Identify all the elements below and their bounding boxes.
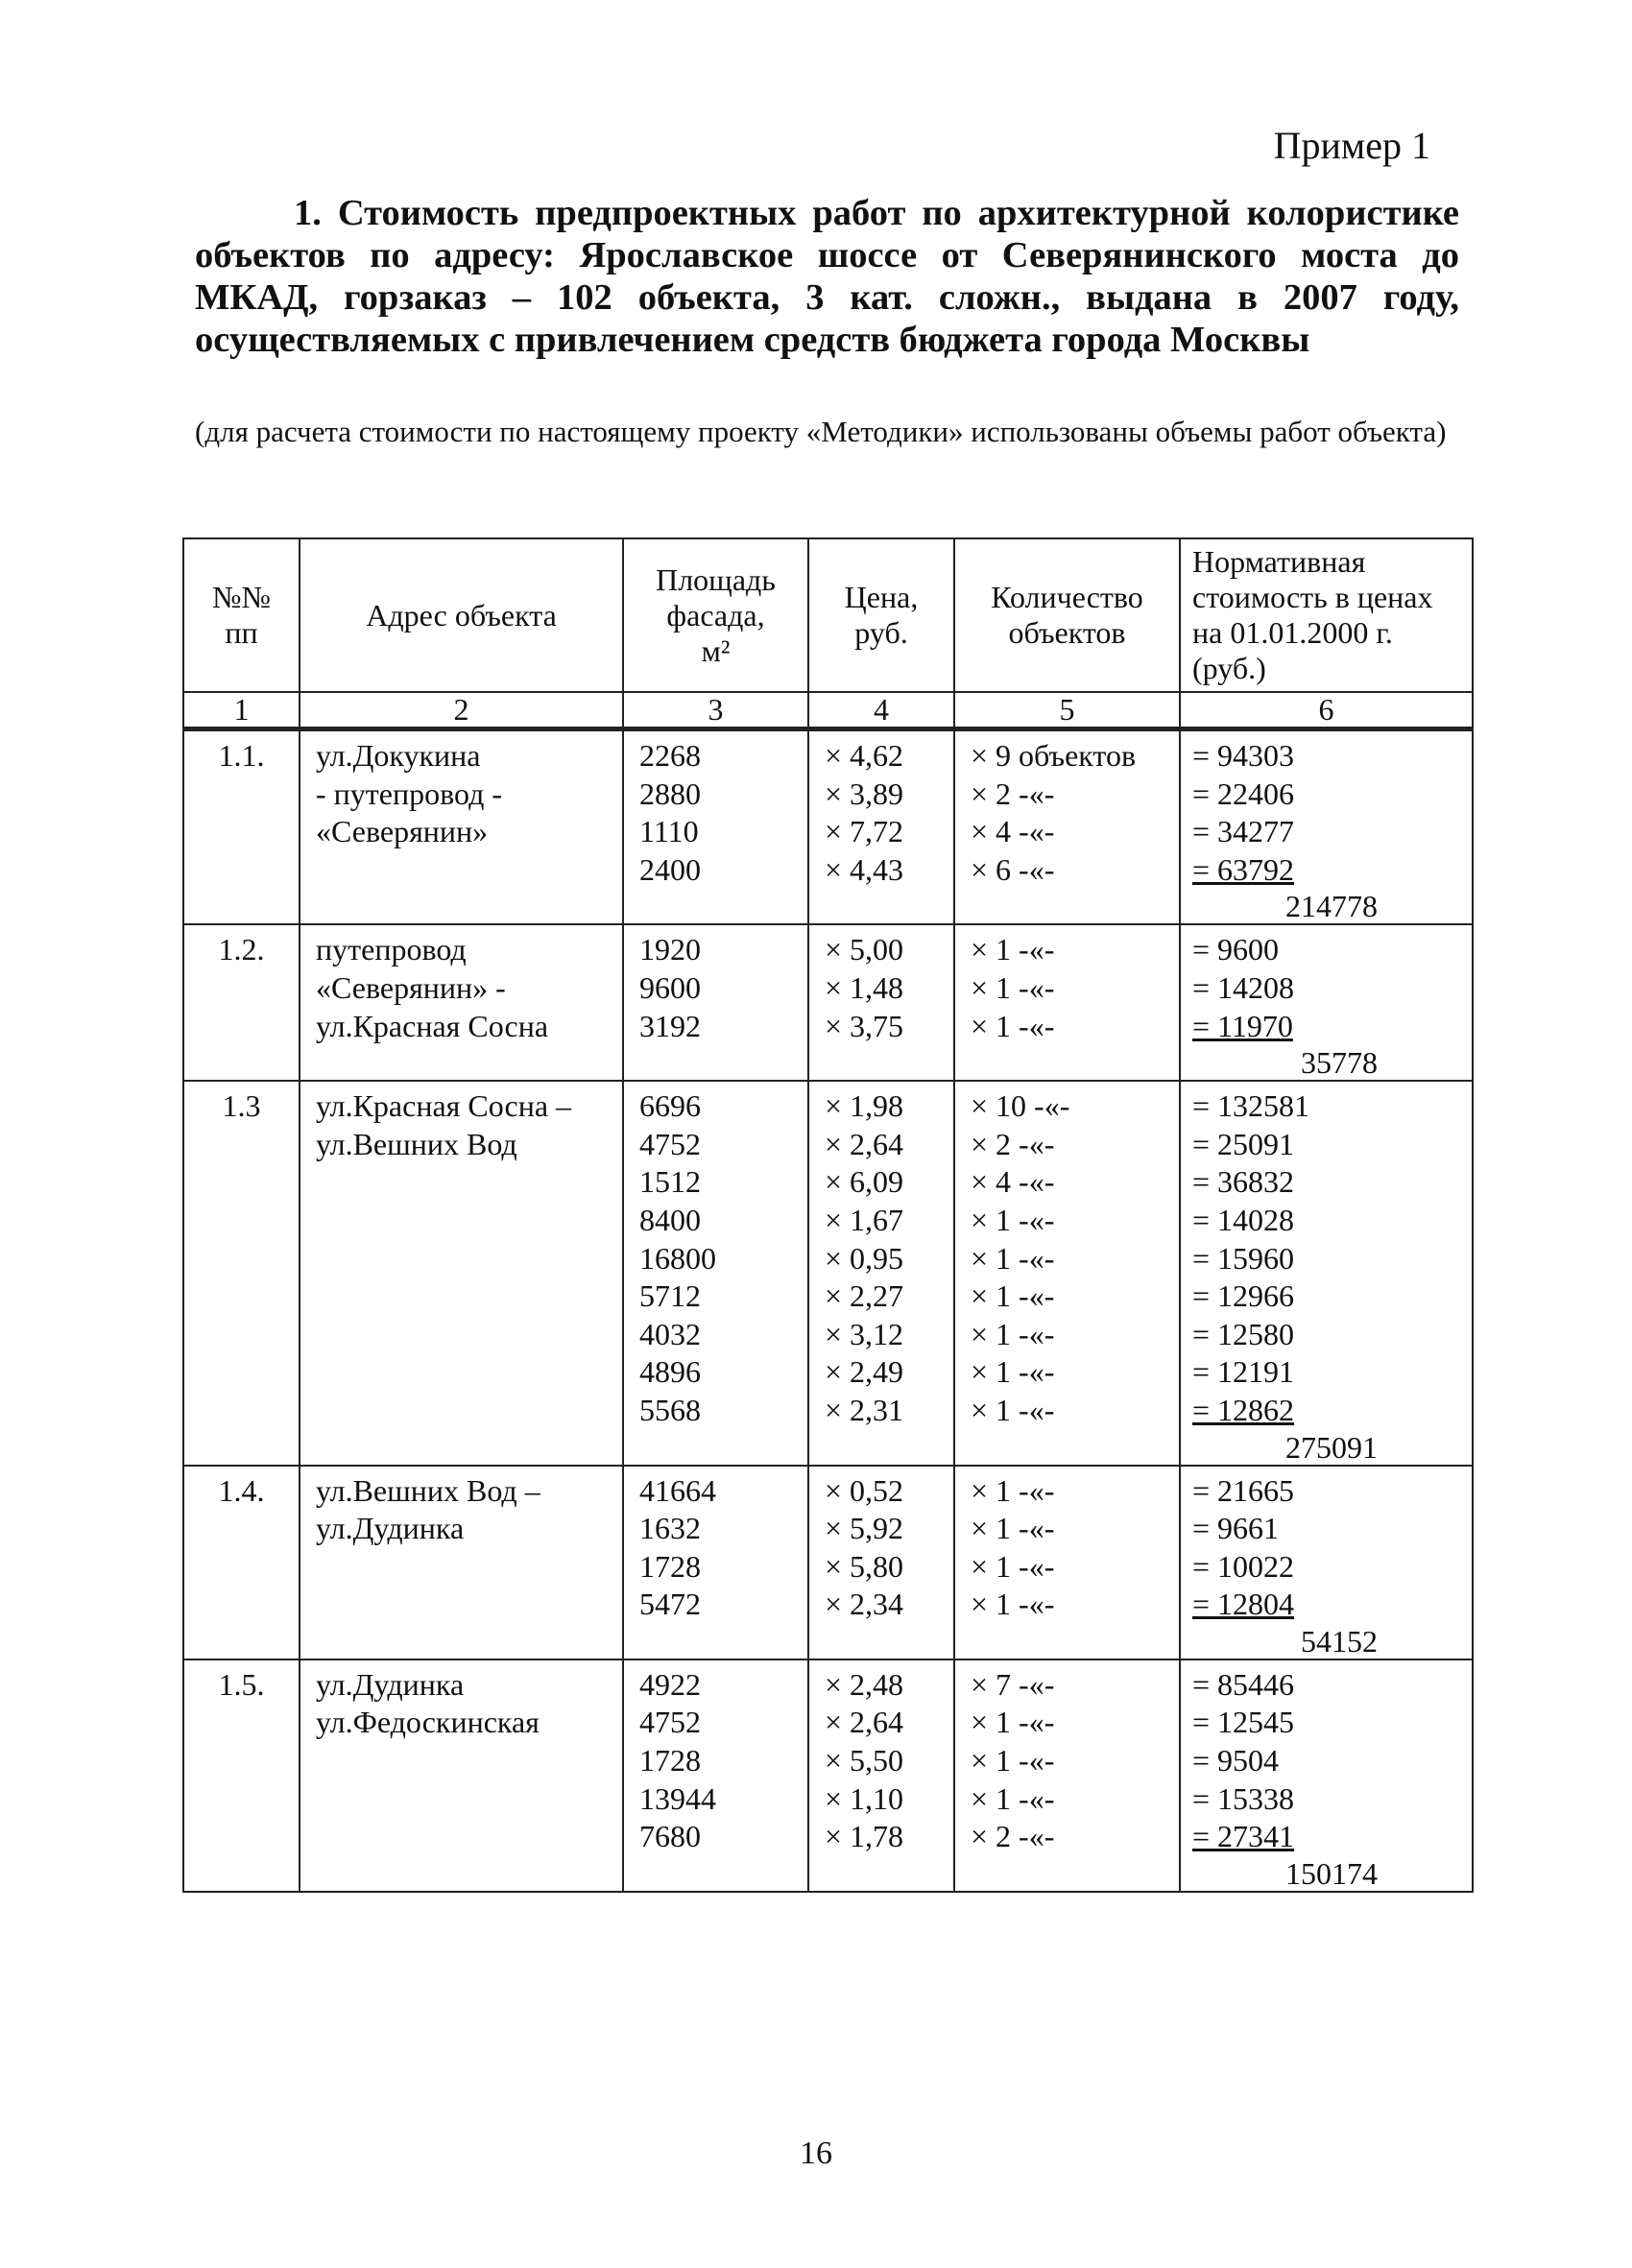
row-number-cell [183,729,300,925]
cost-value: = 12804 [1192,1587,1295,1622]
cost-value: = 94303 [1192,738,1295,773]
row-number-cell [183,1466,300,1659]
price-value: × 5,00 [825,932,904,967]
address-line: ул.Федоскинская [316,1705,540,1740]
address-cell [300,1466,623,1659]
address-line: «Северянин» - [316,969,506,1005]
price-cell [808,1659,954,1892]
table-row [183,729,1473,925]
area-value: 1110 [639,814,699,849]
cost-value: = 27341 [1192,1819,1295,1854]
cost-value: = 15960 [1192,1240,1295,1276]
cost-value: = 11970 [1192,1008,1293,1043]
cost-value: = 14208 [1192,969,1295,1005]
quantity-value: × 4 -«- [971,1164,1055,1200]
address-line: ул.Красная Сосна – [316,1088,572,1124]
calculation-note: (для расчета стоимости по настоящему проекту «Методики» использованы объемы работ объекта) [195,415,1447,448]
address-cell [300,1659,623,1892]
quantity-value: × 1 -«- [971,1008,1055,1043]
price-value: × 2,31 [825,1392,904,1427]
row-number-cell [183,924,300,1081]
area-value: 41664 [639,1472,716,1508]
quantity-cell [954,1466,1180,1659]
area-value: 9600 [639,969,701,1005]
quantity-value: × 1 -«- [971,1278,1055,1314]
page-number: 16 [800,2136,832,2171]
example-label: Пример 1 [1273,124,1430,167]
price-value: × 1,10 [825,1780,904,1816]
group-subtotal: 275091 [1285,1429,1378,1465]
price-value: × 2,49 [825,1354,904,1390]
price-value: × 5,50 [825,1743,904,1779]
price-value: × 3,89 [825,776,904,811]
area-value: 5472 [639,1587,701,1622]
area-value: 6696 [639,1088,701,1124]
cost-value: = 9661 [1192,1511,1280,1546]
quantity-cell [954,924,1180,1081]
address-cell [300,1081,623,1465]
quantity-value: × 1 -«- [971,1392,1055,1427]
quantity-value: × 1 -«- [971,1780,1055,1816]
area-value: 16800 [639,1240,716,1276]
table-row [183,924,1473,1081]
area-value: 2400 [639,851,701,887]
area-cell [623,729,808,925]
area-value: 1512 [639,1164,701,1200]
heading-text: Стоимость предпроектных работ по архитектурной колористике объектов по адресу: Ярославское шоссе от Северянинского моста до МКАД, горзаказ – 102 объекта, 3 кат. сложн., выдана в 2007 году, осуществляемых с привлечением средств бюджета города Москвы [195,193,1460,360]
quantity-value: × 1 -«- [971,1202,1055,1237]
quantity-value: × 1 -«- [971,932,1055,967]
row-number-cell [183,1081,300,1465]
group-subtotal: 35778 [1301,1045,1378,1081]
column-number: 1 [183,692,300,729]
group-subtotal: 150174 [1285,1855,1378,1891]
area-value: 4896 [639,1354,701,1390]
quantity-cell [954,1659,1180,1892]
area-value: 1920 [639,932,701,967]
area-value: 4032 [639,1316,701,1351]
price-value: × 3,12 [825,1316,904,1351]
document-heading [195,192,1459,361]
header-num: №№ пп [183,538,300,692]
cost-cell [1180,1466,1473,1659]
area-value: 5568 [639,1392,701,1427]
quantity-value: × 1 -«- [971,1587,1055,1622]
table-row [183,1081,1473,1465]
area-value: 2268 [639,738,701,773]
price-value: × 2,64 [825,1126,904,1161]
row-number: 1.4. [218,1472,265,1508]
row-number: 1.2. [218,932,265,967]
address-cell [300,729,623,925]
quantity-value: × 1 -«- [971,1705,1055,1740]
cost-value: = 36832 [1192,1164,1295,1200]
table-row [183,1659,1473,1892]
address-line: «Северянин» [316,814,489,849]
quantity-value: × 2 -«- [971,1819,1055,1854]
address-line: ул.Красная Сосна [316,1008,549,1043]
price-value: × 4,62 [825,738,904,773]
area-value: 7680 [639,1819,701,1854]
quantity-value: × 1 -«- [971,1548,1055,1584]
quantity-value: × 4 -«- [971,814,1055,849]
price-value: × 1,48 [825,969,904,1005]
cost-value: = 12966 [1192,1278,1295,1314]
area-value: 2880 [639,776,701,811]
group-subtotal: 54152 [1301,1623,1378,1659]
cost-cell [1180,924,1473,1081]
row-number: 1.3 [222,1088,261,1124]
quantity-value: × 10 -«- [971,1088,1070,1124]
price-value: × 2,27 [825,1278,904,1314]
address-cell [300,924,623,1081]
price-cell [808,1466,954,1659]
address-line: путепровод [316,932,467,967]
column-numbers-row [183,692,1473,729]
cost-value: = 12545 [1192,1705,1295,1740]
column-number: 2 [300,692,623,729]
group-subtotal: 214778 [1285,889,1378,924]
address-line: ул.Дудинка [316,1511,465,1546]
cost-value: = 14028 [1192,1202,1295,1237]
area-cell [623,1466,808,1659]
price-value: × 0,95 [825,1240,904,1276]
price-value: × 1,78 [825,1819,904,1854]
header-area: Площадь фасада, м² [623,538,808,692]
quantity-value: × 1 -«- [971,1472,1055,1508]
price-value: × 5,80 [825,1548,904,1584]
column-number: 6 [1180,692,1473,729]
price-cell [808,729,954,925]
address-line: ул.Докукина [316,738,481,773]
price-value: × 2,34 [825,1587,904,1622]
area-value: 3192 [639,1008,701,1043]
table-row [183,1466,1473,1659]
area-value: 1728 [639,1743,701,1779]
cost-cell [1180,1659,1473,1892]
price-cell [808,1081,954,1465]
header-address: Адрес объекта [300,538,623,692]
price-value: × 5,92 [825,1511,904,1546]
quantity-value: × 1 -«- [971,969,1055,1005]
area-cell [623,924,808,1081]
area-value: 8400 [639,1202,701,1237]
heading-number: 1. [294,193,322,233]
cost-value: = 15338 [1192,1780,1295,1816]
quantity-value: × 1 -«- [971,1316,1055,1351]
quantity-value: × 1 -«- [971,1354,1055,1390]
cost-value: = 12191 [1192,1354,1295,1390]
header-qty: Количество объектов [954,538,1180,692]
area-value: 13944 [639,1780,716,1816]
cost-value: = 85446 [1192,1666,1295,1702]
area-cell [623,1081,808,1465]
quantity-value: × 7 -«- [971,1666,1055,1702]
area-value: 4752 [639,1705,701,1740]
cost-cell [1180,729,1473,925]
cost-value: = 21665 [1192,1472,1295,1508]
row-number-cell [183,1659,300,1892]
price-value: × 1,98 [825,1088,904,1124]
cost-value: = 63792 [1192,851,1295,887]
cost-value: = 9600 [1192,932,1280,967]
cost-table [182,537,1474,1893]
quantity-value: × 2 -«- [971,776,1055,811]
row-number: 1.5. [218,1666,265,1702]
cost-value: = 25091 [1192,1126,1295,1161]
price-value: × 0,52 [825,1472,904,1508]
quantity-value: × 1 -«- [971,1743,1055,1779]
quantity-cell [954,729,1180,925]
price-value: × 7,72 [825,814,904,849]
cost-value: = 10022 [1192,1548,1295,1584]
cost-value: = 12862 [1192,1392,1295,1427]
header-cost: Нормативная стоимость в ценах на 01.01.2000 г. (руб.) [1180,538,1473,692]
address-line: ул.Вешних Вод [316,1126,517,1161]
price-value: × 2,48 [825,1666,904,1702]
quantity-value: × 1 -«- [971,1511,1055,1546]
price-value: × 6,09 [825,1164,904,1200]
cost-value: = 22406 [1192,776,1295,811]
area-value: 1632 [639,1511,701,1546]
area-value: 5712 [639,1278,701,1314]
price-value: × 1,67 [825,1202,904,1237]
cost-value: = 9504 [1192,1743,1280,1779]
row-number: 1.1. [218,738,265,773]
cost-value: = 132581 [1192,1088,1310,1124]
area-value: 4922 [639,1666,701,1702]
price-cell [808,924,954,1081]
price-value: × 4,43 [825,851,904,887]
quantity-value: × 2 -«- [971,1126,1055,1161]
address-line: - путепровод - [316,776,502,811]
area-cell [623,1659,808,1892]
cost-value: = 12580 [1192,1316,1295,1351]
quantity-value: × 6 -«- [971,851,1055,887]
area-value: 1728 [639,1548,701,1584]
quantity-value: × 1 -«- [971,1240,1055,1276]
price-value: × 2,64 [825,1705,904,1740]
cost-value: = 34277 [1192,814,1295,849]
column-number: 3 [623,692,808,729]
quantity-value: × 9 объектов [971,738,1137,773]
address-line: ул.Дудинка [316,1666,465,1702]
table-header-row [183,538,1473,692]
header-price: Цена, руб. [808,538,954,692]
column-number: 5 [954,692,1180,729]
column-number: 4 [808,692,954,729]
address-line: ул.Вешних Вод – [316,1472,540,1508]
quantity-cell [954,1081,1180,1465]
cost-cell [1180,1081,1473,1465]
area-value: 4752 [639,1126,701,1161]
price-value: × 3,75 [825,1008,904,1043]
